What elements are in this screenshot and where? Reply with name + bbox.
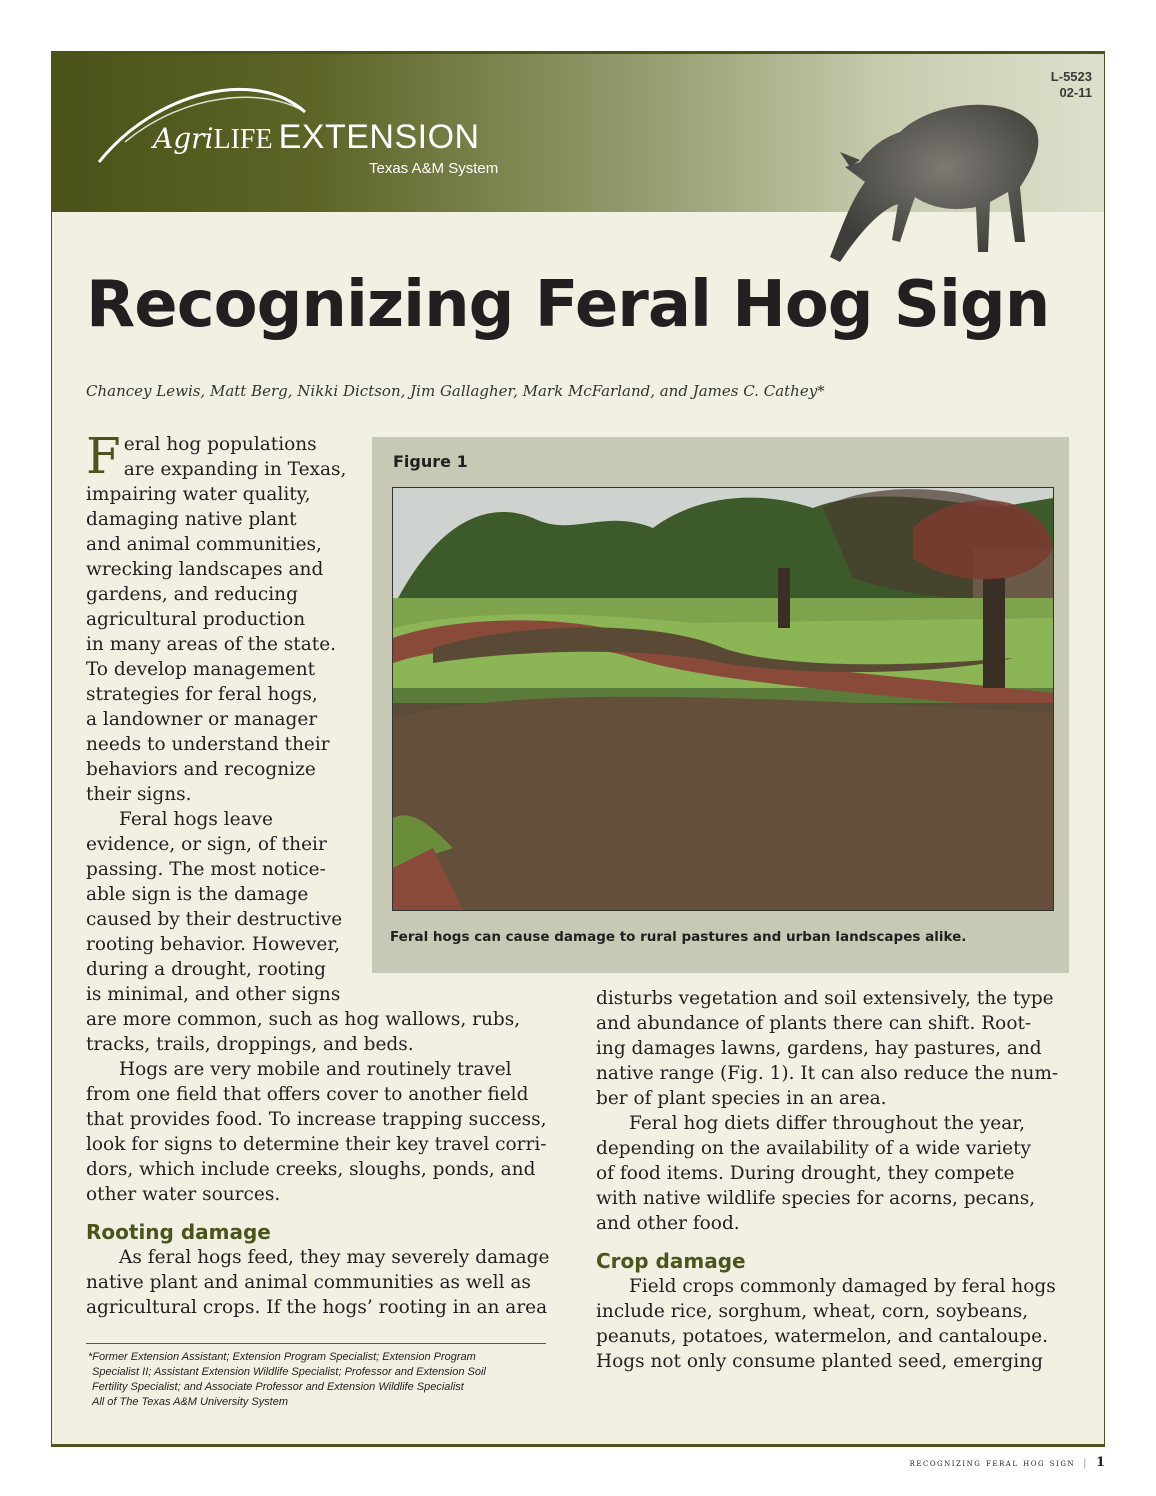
rooting-damage-photo <box>392 487 1054 911</box>
intro-line: are expanding in Texas, <box>123 459 347 480</box>
text-line: look for signs to determine their key travel corri- <box>86 1134 547 1155</box>
footnote <box>88 1350 558 1410</box>
text-line: Feral hog diets differ throughout the year, <box>629 1113 1025 1134</box>
text-line: of food items. During drought, they compete <box>596 1163 1015 1184</box>
text-line: depending on the availability of a wide variety <box>596 1138 1032 1159</box>
footnote-line: Fertility Specialist; and Associate Professor and Extension Wildlife Specialist <box>92 1381 464 1393</box>
text-line: during a drought, rooting <box>86 959 326 980</box>
text-line: other water sources. <box>86 1184 281 1205</box>
text-line: include rice, sorghum, wheat, corn, soybeans, <box>596 1301 1029 1322</box>
intro-line: in many areas of the state. <box>86 634 337 655</box>
agrilife-logo <box>153 118 480 157</box>
intro-line: eral hog populations <box>123 434 317 455</box>
text-line: dors, which include creeks, sloughs, ponds, and <box>86 1159 536 1180</box>
intro-line: and animal communities, <box>86 534 322 555</box>
intro-line: behaviors and recognize <box>86 759 316 780</box>
text-line: agricultural crops. If the hogs’ rooting in an area <box>86 1297 548 1318</box>
publication-number <box>1051 69 1092 101</box>
intro-line: their signs. <box>86 784 192 805</box>
footnote-line: *Former Extension Assistant; Extension Program Specialist; Extension Program <box>88 1351 476 1363</box>
text-line: native range (Fig. 1). It can also reduce the num- <box>596 1063 1059 1084</box>
feral-hog-image <box>820 92 1050 272</box>
dropcap: F <box>86 427 121 485</box>
intro-line: needs to understand their <box>86 734 330 755</box>
right-column <box>596 986 1066 1374</box>
authors: Chancey Lewis, Matt Berg, Nikki Dictson, Jim Gallagher, Mark McFarland, and James C. Cathey* <box>86 382 825 400</box>
footnote-line: All of The Texas A&M University System <box>92 1396 289 1408</box>
text-line: able sign is the damage <box>86 884 309 905</box>
intro-line: gardens, and reducing <box>86 584 298 605</box>
intro-paragraph <box>86 427 356 807</box>
paragraph-diet <box>596 1111 1066 1236</box>
footnote-rule <box>86 1343 546 1344</box>
heading-crop-damage: Crop damage <box>596 1249 746 1273</box>
logo-extension: EXTENSION <box>278 118 480 156</box>
heading-rooting-damage: Rooting damage <box>86 1220 271 1244</box>
page-title: Recognizing Feral Hog Sign <box>86 268 1050 342</box>
intro-line: impairing water quality, <box>86 484 311 505</box>
intro-column <box>86 427 356 807</box>
figure-label: Figure 1 <box>393 452 468 471</box>
text-line: passing. The most notice- <box>86 859 326 880</box>
text-line: from one field that offers cover to another field <box>86 1084 529 1105</box>
text-line: evidence, or sign, of their <box>86 834 327 855</box>
text-line: tracks, trails, droppings, and beds. <box>86 1034 414 1055</box>
text-line: ber of plant species in an area. <box>596 1088 887 1109</box>
text-line: with native wildlife species for acorns, pecans, <box>596 1188 1036 1209</box>
logo-life: LIFE <box>213 124 273 155</box>
paragraph-rooting <box>86 1245 556 1320</box>
text-line: Hogs are very mobile and routinely travel <box>119 1059 512 1080</box>
text-line: ing damages lawns, gardens, hay pastures, and <box>596 1038 1042 1059</box>
text-line: peanuts, potatoes, watermelon, and cantaloupe. <box>596 1326 1048 1347</box>
text-line: As feral hogs feed, they may severely damage <box>119 1247 550 1268</box>
pub-number: L-5523 <box>1050 69 1092 84</box>
text-line: and abundance of plants there can shift. Root- <box>596 1013 1032 1034</box>
intro-line: To develop management <box>86 659 316 680</box>
intro-line: a landowner or manager <box>86 709 318 730</box>
pub-date: 02-11 <box>1059 85 1092 100</box>
paragraph-mobility <box>86 1057 556 1207</box>
logo-subtitle: Texas A&M System <box>369 160 499 177</box>
text-line: are more common, such as hog wallows, rubs, <box>86 1009 521 1030</box>
page-number: 1 <box>1095 1455 1105 1470</box>
intro-line: wrecking landscapes and <box>86 559 324 580</box>
intro-line: strategies for feral hogs, <box>86 684 318 705</box>
text-line: that provides food. To increase trapping success, <box>86 1109 547 1130</box>
text-line: rooting behavior. However, <box>86 934 341 955</box>
text-line: caused by their destructive <box>86 909 343 930</box>
paragraph-crop <box>596 1274 1066 1374</box>
intro-line: damaging native plant <box>86 509 297 530</box>
figure-1 <box>372 437 1069 973</box>
text-line: Field crops commonly damaged by feral hogs <box>629 1276 1056 1297</box>
logo-agri: Agri <box>153 122 214 155</box>
paragraph-rooting-cont <box>596 986 1066 1111</box>
text-line: Hogs not only consume planted seed, emerging <box>596 1351 1043 1372</box>
text-line: disturbs vegetation and soil extensively, the type <box>596 988 1054 1009</box>
footnote-line: Specialist II; Assistant Extension Wildlife Specialist; Professor and Extension Soil <box>92 1366 486 1378</box>
text-line: Feral hogs leave <box>119 809 274 830</box>
intro-line: agricultural production <box>86 609 306 630</box>
running-footer <box>910 1455 1105 1470</box>
figure-caption: Feral hogs can cause damage to rural pastures and urban landscapes alike. <box>390 929 967 945</box>
text-line: is minimal, and other signs <box>86 984 341 1005</box>
text-line: native plant and animal communities as well as <box>86 1272 531 1293</box>
running-title: recognizing feral hog sign <box>909 1458 1076 1469</box>
footer-separator: | <box>1083 1458 1088 1469</box>
text-line: and other food. <box>596 1213 740 1234</box>
